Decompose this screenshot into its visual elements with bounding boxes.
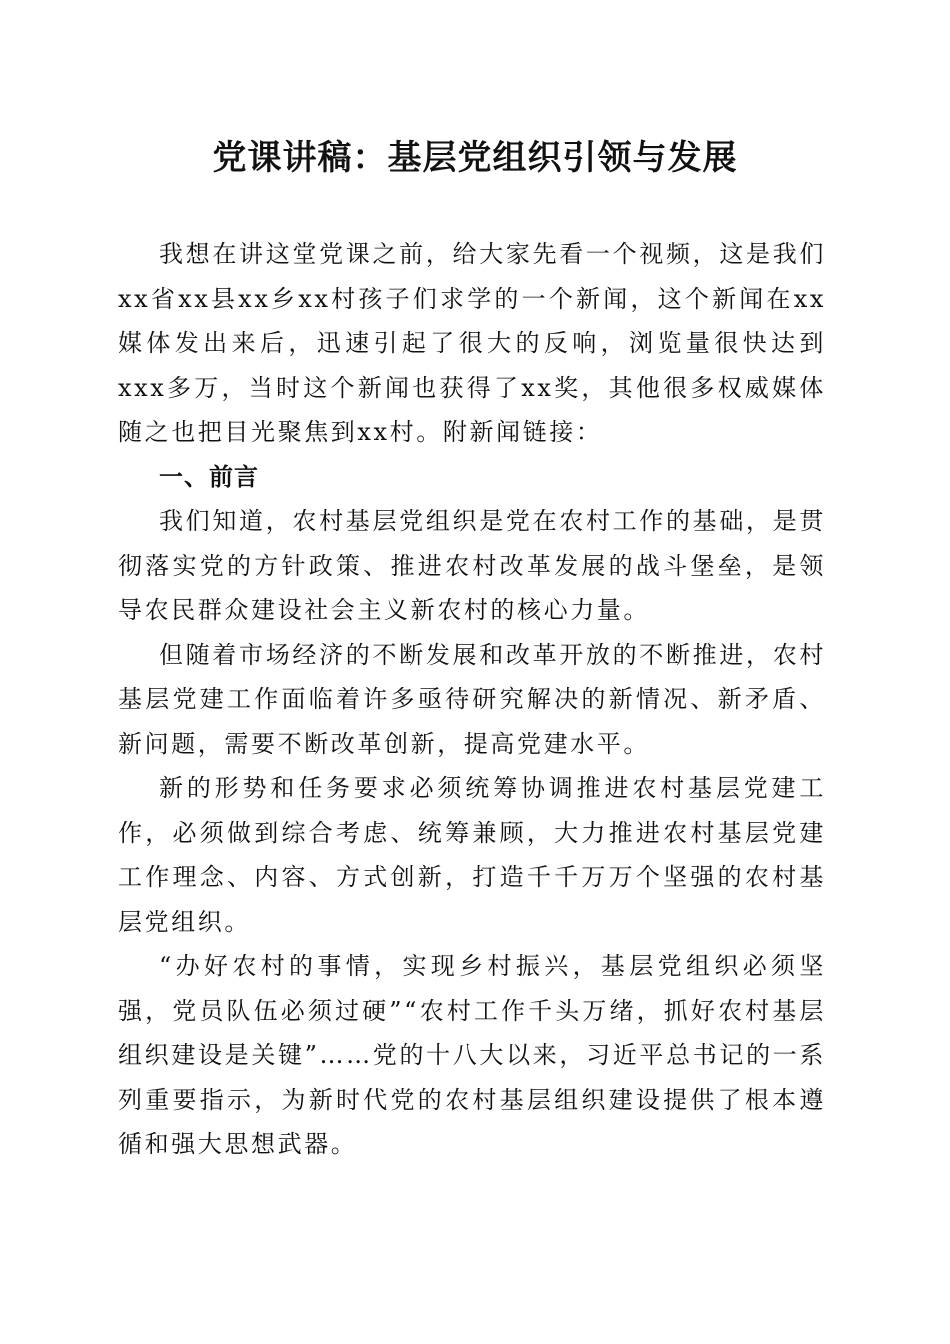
body-paragraph: 我们知道，农村基层党组织是党在农村工作的基础，是贯彻落实党的方针政策、推进农村改革发展的战斗堡垒，是领导农民群众建设社会主义新农村的核心力量。 [118,507,826,624]
section-heading-preface: 一、前言 [159,462,259,491]
body-paragraph: 但随着市场经济的不断发展和改革开放的不断推进，农村基层党建工作面临着许多亟待研究解决的新情况、新矛盾、新问题，需要不断改革创新，提高党建水平。 [118,640,826,758]
body-paragraph: “办好农村的事情，实现乡村振兴，基层党组织必须坚强，党员队伍必须过硬”“农村工作千头万绪，抓好农村基层组织建设是关键”……党的十八大以来，习近平总书记的一系列重要指示，为新时代党的农村基层组织建设提供了根本遵循和强大思想武器。 [118,952,826,1158]
body-paragraph: 新的形势和任务要求必须统筹协调推进农村基层党建工作，必须做到综合考虑、统筹兼顾，大力推进农村基层党建工作理念、内容、方式创新，打造千千万万个坚强的农村基层党组织。 [118,774,826,936]
document-title: 党课讲稿：基层党组织引领与发展 [212,138,738,178]
intro-paragraph: 我想在讲这堂党课之前，给大家先看一个视频，这是我们xx省xx县xx乡xx村孩子们求学的一个新闻，这个新闻在xx媒体发出来后，迅速引起了很大的反响，浏览量很快达到xxx多万，当时这个新闻也获得了xx奖，其他很多权威媒体随之也把目光聚焦到xx村。附新闻链接： [118,240,826,446]
document-body [118,232,826,1167]
